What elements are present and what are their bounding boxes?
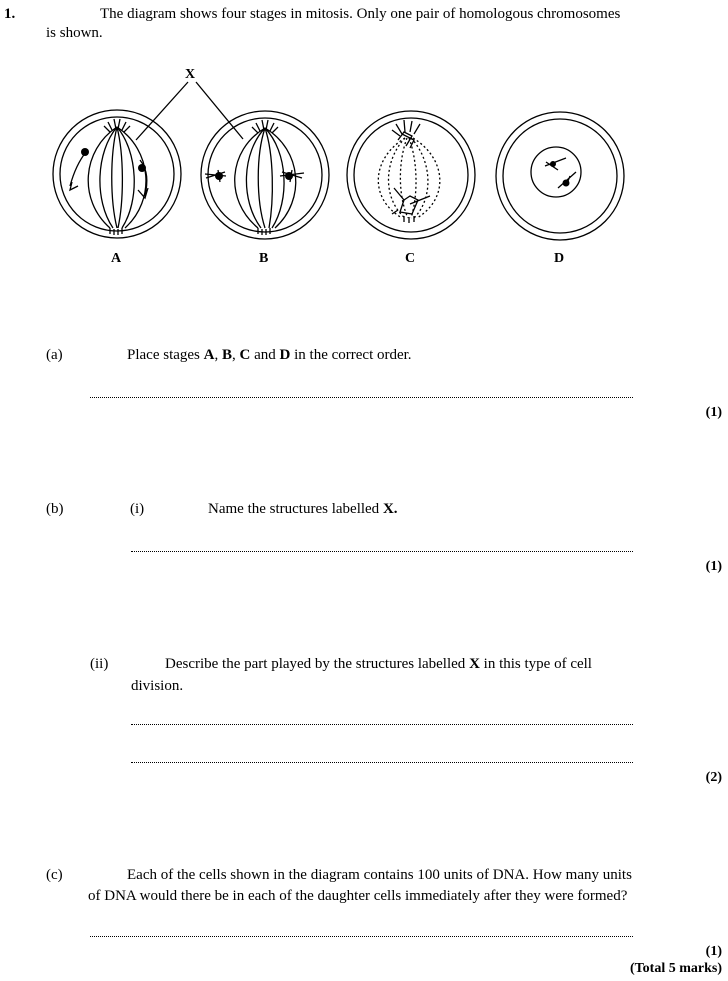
part-b-label: (b) [46, 501, 64, 517]
cell-c [347, 111, 475, 239]
pointer-line-a [136, 82, 188, 140]
answer-line-b-ii-2[interactable] [131, 762, 633, 763]
cell-d [496, 112, 624, 240]
label-x: X [185, 67, 196, 82]
centromere-a1 [81, 148, 89, 156]
marks-b-i: (1) [705, 559, 722, 574]
marks-c: (1) [705, 944, 722, 959]
part-b-i-label: (i) [130, 501, 145, 517]
centromere-d2 [563, 180, 570, 187]
centromere-d1 [550, 161, 556, 167]
mitosis-diagram [0, 0, 728, 280]
answer-line-b-i[interactable] [131, 551, 633, 552]
part-c-line1: Each of the cells shown in the diagram contains 100 units of DNA. How many units [127, 867, 632, 883]
cell-label-a: A [111, 251, 122, 266]
total-marks: (Total 5 marks) [629, 961, 722, 976]
intro-line-1: The diagram shows four stages in mitosis. Only one pair of homologous chromosomes [100, 6, 621, 22]
part-c-line2: of DNA would there be in each of the daughter cells immediately after they were formed? [88, 888, 628, 904]
cell-label-c: C [405, 251, 416, 266]
question-number: 1. [4, 6, 16, 22]
part-b-ii-label: (ii) [90, 656, 109, 672]
part-a-question: Place stages A, B, C and D in the correct order. [127, 347, 412, 363]
centromere-b2 [285, 172, 293, 180]
part-b-ii-question-line2: division. [131, 678, 184, 694]
answer-line-c[interactable] [90, 936, 633, 937]
answer-line-b-ii-1[interactable] [131, 724, 633, 725]
part-c-label: (c) [46, 867, 63, 883]
cell-a [53, 110, 181, 238]
centromere-a2 [138, 164, 146, 172]
cell-label-b: B [259, 251, 269, 266]
cell-label-d: D [554, 251, 565, 266]
part-b-ii-question: Describe the part played by the structures labelled X in this type of cell [165, 656, 592, 672]
part-b-i-question: Name the structures labelled X. [208, 501, 398, 517]
part-a-label: (a) [46, 347, 63, 363]
answer-line-a[interactable] [90, 397, 633, 398]
centromere-b1 [215, 172, 223, 180]
marks-b-ii: (2) [705, 770, 722, 785]
marks-a: (1) [705, 405, 722, 420]
intro-line-2: is shown. [46, 25, 103, 41]
